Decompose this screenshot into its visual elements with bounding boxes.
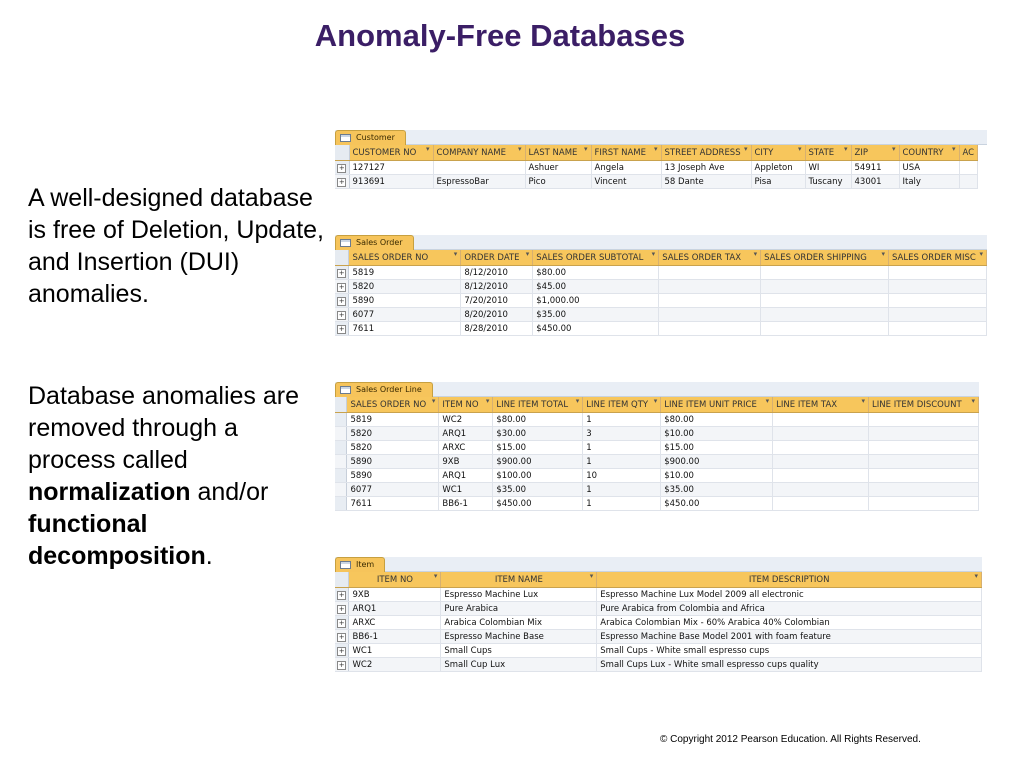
expand-plus-icon[interactable]: + xyxy=(338,310,345,319)
select-all-cell[interactable] xyxy=(335,397,347,413)
table-cell[interactable]: WI xyxy=(805,161,851,175)
table-cell[interactable] xyxy=(659,280,761,294)
column-header[interactable]: ITEM NO ▾ xyxy=(349,572,441,588)
table-cell[interactable]: 8/28/2010 xyxy=(461,322,533,336)
table-row[interactable] xyxy=(335,308,987,322)
table-cell[interactable]: 5819 xyxy=(347,413,439,427)
expand-row-cell[interactable] xyxy=(335,280,349,294)
row-selector[interactable] xyxy=(335,413,347,427)
table-cell[interactable]: 127127 xyxy=(349,161,433,175)
expand-plus-icon[interactable]: + xyxy=(338,632,345,641)
table-cell[interactable]: 43001 xyxy=(851,175,899,189)
customer-grid xyxy=(335,145,978,189)
table-cell[interactable] xyxy=(659,308,761,322)
column-header[interactable]: SALES ORDER SHIPPING ▾ xyxy=(761,250,889,266)
table-cell[interactable]: $35.00 xyxy=(661,483,773,497)
table-row[interactable] xyxy=(335,413,979,427)
column-header[interactable]: LINE ITEM TOTAL ▾ xyxy=(493,397,583,413)
table-cell[interactable]: 1 xyxy=(583,483,661,497)
table-row[interactable] xyxy=(335,497,979,511)
table-cell[interactable] xyxy=(869,497,979,511)
table-cell[interactable]: USA xyxy=(899,161,959,175)
expand-plus-icon[interactable]: + xyxy=(338,163,345,172)
table-cell[interactable] xyxy=(888,280,986,294)
table-cell[interactable]: Ashuer xyxy=(525,161,591,175)
table-cell[interactable] xyxy=(659,294,761,308)
dropdown-arrow-icon[interactable]: ▾ xyxy=(517,145,522,153)
table-cell[interactable]: ARQ1 xyxy=(349,602,441,616)
column-header[interactable]: SALES ORDER NO ▾ xyxy=(349,250,461,266)
table-cell[interactable] xyxy=(773,483,869,497)
row-selector[interactable] xyxy=(335,455,347,469)
column-header[interactable]: LINE ITEM TAX ▾ xyxy=(773,397,869,413)
item-table xyxy=(335,557,982,672)
sales-order-line-table xyxy=(335,382,979,511)
column-header[interactable]: SALES ORDER NO ▾ xyxy=(347,397,439,413)
column-header[interactable]: AC xyxy=(959,145,978,161)
table-cell[interactable] xyxy=(959,161,978,175)
expand-plus-icon[interactable]: + xyxy=(338,660,345,669)
table-cell[interactable] xyxy=(659,266,761,280)
column-header[interactable]: LINE ITEM QTY ▾ xyxy=(583,397,661,413)
sales-order-line-tab-bar xyxy=(335,382,979,397)
expand-plus-icon[interactable]: + xyxy=(338,177,345,186)
column-header[interactable]: COUNTRY ▾ xyxy=(899,145,959,161)
table-cell[interactable] xyxy=(761,322,889,336)
table-cell[interactable]: Espresso Machine Base Model 2001 with foam feature xyxy=(597,630,982,644)
table-cell[interactable]: ARXC xyxy=(439,441,493,455)
column-header[interactable]: ITEM NAME ▾ xyxy=(441,572,597,588)
copyright-footer: © Copyright 2012 Pearson Education. All Rights Reserved. xyxy=(660,734,921,745)
dropdown-arrow-icon[interactable]: ▾ xyxy=(583,145,588,153)
functional-decomposition-term: functional decomposition xyxy=(28,510,206,570)
table-cell[interactable]: Espresso Machine Lux xyxy=(441,588,597,602)
para2-text-mid: and/or xyxy=(190,478,269,506)
row-selector[interactable] xyxy=(335,441,347,455)
expand-plus-icon[interactable]: + xyxy=(338,268,345,277)
sales-order-table xyxy=(335,235,987,336)
column-header[interactable]: CUSTOMER NO ▾ xyxy=(349,145,433,161)
table-cell[interactable] xyxy=(773,497,869,511)
dropdown-arrow-icon[interactable]: ▾ xyxy=(453,250,458,258)
column-header[interactable]: FIRST NAME ▾ xyxy=(591,145,661,161)
expand-row-cell[interactable] xyxy=(335,161,349,175)
column-header[interactable]: ORDER DATE ▾ xyxy=(461,250,533,266)
column-header[interactable]: COMPANY NAME ▾ xyxy=(433,145,525,161)
table-row[interactable] xyxy=(335,588,982,602)
table-cell[interactable]: $80.00 xyxy=(493,413,583,427)
expand-plus-icon[interactable]: + xyxy=(338,618,345,627)
table-cell[interactable]: 6077 xyxy=(349,308,461,322)
table-cell[interactable]: Arabica Colombian Mix - 60% Arabica 40% Colombian xyxy=(597,616,982,630)
expand-row-cell[interactable] xyxy=(335,630,349,644)
dropdown-arrow-icon[interactable]: ▾ xyxy=(653,145,658,153)
table-icon xyxy=(340,134,351,142)
table-cell[interactable] xyxy=(888,322,986,336)
table-cell[interactable]: $15.00 xyxy=(493,441,583,455)
table-cell[interactable]: 5819 xyxy=(349,266,461,280)
table-cell[interactable] xyxy=(761,266,889,280)
table-cell[interactable]: Tuscany xyxy=(805,175,851,189)
table-row[interactable] xyxy=(335,630,982,644)
expand-row-cell[interactable] xyxy=(335,322,349,336)
column-header[interactable]: ZIP ▾ xyxy=(851,145,899,161)
table-cell[interactable]: 8/20/2010 xyxy=(461,308,533,322)
table-cell[interactable]: BB6-1 xyxy=(349,630,441,644)
expand-plus-icon[interactable]: + xyxy=(338,324,345,333)
column-header[interactable]: STREET ADDRESS ▾ xyxy=(661,145,751,161)
table-cell[interactable]: $45.00 xyxy=(533,280,659,294)
dropdown-arrow-icon[interactable]: ▾ xyxy=(843,145,848,153)
dropdown-arrow-icon[interactable]: ▾ xyxy=(589,572,594,580)
item-tab-bar xyxy=(335,557,982,572)
table-cell[interactable] xyxy=(773,427,869,441)
column-header[interactable]: SALES ORDER MISC ▾ xyxy=(888,250,986,266)
dropdown-arrow-icon[interactable]: ▾ xyxy=(891,145,896,153)
table-cell[interactable]: Arabica Colombian Mix xyxy=(441,616,597,630)
table-cell[interactable]: 913691 xyxy=(349,175,433,189)
expand-row-cell[interactable] xyxy=(335,602,349,616)
customer-tab-bar xyxy=(335,130,987,145)
column-header[interactable]: CITY ▾ xyxy=(751,145,805,161)
table-cell[interactable]: 13 Joseph Ave xyxy=(661,161,751,175)
table-row[interactable] xyxy=(335,602,982,616)
table-cell[interactable]: 1 xyxy=(583,497,661,511)
intro-paragraph: A well-designed database is free of Deletion, Update, and Insertion (DUI) anomalies. xyxy=(28,184,324,308)
expand-row-cell[interactable] xyxy=(335,616,349,630)
table-cell[interactable]: WC2 xyxy=(349,658,441,672)
table-cell[interactable]: WC1 xyxy=(349,644,441,658)
table-cell[interactable] xyxy=(869,441,979,455)
table-row[interactable] xyxy=(335,322,987,336)
row-selector[interactable] xyxy=(335,483,347,497)
table-cell[interactable]: Appleton xyxy=(751,161,805,175)
table-cell[interactable]: 5820 xyxy=(349,280,461,294)
table-cell[interactable] xyxy=(761,294,889,308)
table-cell[interactable]: $15.00 xyxy=(661,441,773,455)
table-cell[interactable] xyxy=(888,294,986,308)
table-cell[interactable]: 3 xyxy=(583,427,661,441)
para2-text-post: . xyxy=(205,542,213,570)
column-header[interactable]: SALES ORDER TAX ▾ xyxy=(659,250,761,266)
customer-table xyxy=(335,130,987,189)
table-cell[interactable]: $10.00 xyxy=(661,469,773,483)
dropdown-arrow-icon[interactable]: ▾ xyxy=(881,250,885,258)
table-cell[interactable] xyxy=(659,322,761,336)
table-cell[interactable]: $35.00 xyxy=(493,483,583,497)
table-cell[interactable]: 8/12/2010 xyxy=(461,280,533,294)
table-row[interactable] xyxy=(335,161,978,175)
table-cell[interactable]: 54911 xyxy=(851,161,899,175)
dropdown-arrow-icon[interactable]: ▾ xyxy=(971,397,975,405)
para2-text-pre: Database anomalies are removed through a process called xyxy=(28,382,299,474)
customer-header xyxy=(335,145,978,161)
dropdown-arrow-icon[interactable]: ▾ xyxy=(575,397,580,405)
table-cell[interactable]: WC2 xyxy=(439,413,493,427)
table-cell[interactable]: $80.00 xyxy=(533,266,659,280)
dropdown-arrow-icon[interactable]: ▾ xyxy=(485,397,490,405)
column-header[interactable]: LINE ITEM UNIT PRICE ▾ xyxy=(661,397,773,413)
table-icon xyxy=(340,561,351,569)
select-all-cell[interactable] xyxy=(335,250,349,266)
table-row[interactable] xyxy=(335,266,987,280)
table-cell[interactable]: Espresso Machine Lux Model 2009 all electronic xyxy=(597,588,982,602)
expand-row-cell[interactable] xyxy=(335,658,349,672)
dropdown-arrow-icon[interactable]: ▾ xyxy=(861,397,866,405)
expand-row-cell[interactable] xyxy=(335,588,349,602)
table-cell[interactable]: ARQ1 xyxy=(439,427,493,441)
sales-order-line-tab-label: Sales Order Line xyxy=(356,385,422,394)
table-cell[interactable]: EspressoBar xyxy=(433,175,525,189)
table-cell[interactable]: Pure Arabica xyxy=(441,602,597,616)
table-cell[interactable]: 7/20/2010 xyxy=(461,294,533,308)
table-row[interactable] xyxy=(335,280,987,294)
table-cell[interactable] xyxy=(959,175,978,189)
table-cell[interactable]: 1 xyxy=(583,441,661,455)
table-cell[interactable] xyxy=(773,469,869,483)
table-icon xyxy=(340,386,351,394)
table-cell[interactable]: Pure Arabica from Colombia and Africa xyxy=(597,602,982,616)
table-cell[interactable] xyxy=(761,280,889,294)
table-cell[interactable]: $450.00 xyxy=(661,497,773,511)
table-cell[interactable]: Espresso Machine Base xyxy=(441,630,597,644)
table-cell[interactable] xyxy=(888,266,986,280)
table-cell[interactable]: WC1 xyxy=(439,483,493,497)
dropdown-arrow-icon[interactable]: ▾ xyxy=(765,397,770,405)
table-cell[interactable] xyxy=(773,455,869,469)
expand-plus-icon[interactable]: + xyxy=(338,590,345,599)
table-cell[interactable]: 7611 xyxy=(347,497,439,511)
expand-row-cell[interactable] xyxy=(335,266,349,280)
customer-tab[interactable] xyxy=(335,130,406,145)
table-cell[interactable]: 58 Dante xyxy=(661,175,751,189)
table-cell[interactable]: Small Cup Lux xyxy=(441,658,597,672)
table-cell[interactable] xyxy=(869,469,979,483)
table-cell[interactable]: $900.00 xyxy=(661,455,773,469)
table-cell[interactable]: Italy xyxy=(899,175,959,189)
table-cell[interactable]: $450.00 xyxy=(493,497,583,511)
item-tab-label: Item xyxy=(356,560,375,569)
table-cell[interactable]: 1 xyxy=(583,413,661,427)
table-cell[interactable] xyxy=(773,441,869,455)
table-cell[interactable]: Small Cups - White small espresso cups xyxy=(597,644,982,658)
table-cell[interactable]: 5890 xyxy=(347,469,439,483)
table-cell[interactable] xyxy=(869,413,979,427)
expand-row-cell[interactable] xyxy=(335,294,349,308)
table-row[interactable] xyxy=(335,658,982,672)
table-cell[interactable]: ARQ1 xyxy=(439,469,493,483)
table-cell[interactable]: 9XB xyxy=(349,588,441,602)
dropdown-arrow-icon[interactable]: ▾ xyxy=(431,397,436,405)
sales-order-grid xyxy=(335,250,987,336)
expand-plus-icon[interactable]: + xyxy=(338,646,345,655)
table-cell[interactable]: Angela xyxy=(591,161,661,175)
table-cell[interactable]: 7611 xyxy=(349,322,461,336)
table-cell[interactable]: $450.00 xyxy=(533,322,659,336)
column-header[interactable]: LAST NAME ▾ xyxy=(525,145,591,161)
table-cell[interactable]: Pisa xyxy=(751,175,805,189)
dropdown-arrow-icon[interactable]: ▾ xyxy=(651,250,656,258)
table-cell[interactable]: $900.00 xyxy=(493,455,583,469)
expand-plus-icon[interactable]: + xyxy=(338,604,345,613)
table-cell[interactable]: 10 xyxy=(583,469,661,483)
dropdown-arrow-icon[interactable]: ▾ xyxy=(433,572,438,580)
expand-plus-icon[interactable]: + xyxy=(338,296,345,305)
table-cell[interactable] xyxy=(773,413,869,427)
table-row[interactable] xyxy=(335,483,979,497)
sales-order-tab[interactable] xyxy=(335,235,414,250)
table-cell[interactable]: 9XB xyxy=(439,455,493,469)
customer-tab-label: Customer xyxy=(356,133,395,142)
row-selector[interactable] xyxy=(335,427,347,441)
row-selector[interactable] xyxy=(335,497,347,511)
table-cell[interactable]: 6077 xyxy=(347,483,439,497)
dropdown-arrow-icon[interactable]: ▾ xyxy=(951,145,956,153)
column-header[interactable]: ITEM NO ▾ xyxy=(439,397,493,413)
table-row[interactable] xyxy=(335,616,982,630)
dropdown-arrow-icon[interactable]: ▾ xyxy=(753,250,758,258)
item-grid xyxy=(335,572,982,672)
expand-row-cell[interactable] xyxy=(335,175,349,189)
sales-order-tab-label: Sales Order xyxy=(356,238,403,247)
expand-row-cell[interactable] xyxy=(335,644,349,658)
table-row[interactable] xyxy=(335,469,979,483)
expand-row-cell[interactable] xyxy=(335,308,349,322)
column-header[interactable]: LINE ITEM DISCOUNT ▾ xyxy=(869,397,979,413)
table-cell[interactable]: $10.00 xyxy=(661,427,773,441)
table-cell[interactable] xyxy=(869,427,979,441)
table-cell[interactable] xyxy=(888,308,986,322)
select-all-cell[interactable] xyxy=(335,572,349,588)
table-cell[interactable]: BB6-1 xyxy=(439,497,493,511)
table-cell[interactable]: 8/12/2010 xyxy=(461,266,533,280)
table-row[interactable] xyxy=(335,175,978,189)
table-cell[interactable]: $35.00 xyxy=(533,308,659,322)
dropdown-arrow-icon[interactable]: ▾ xyxy=(797,145,802,153)
table-cell[interactable]: Small Cups xyxy=(441,644,597,658)
table-row[interactable] xyxy=(335,644,982,658)
table-cell[interactable]: Vincent xyxy=(591,175,661,189)
dropdown-arrow-icon[interactable]: ▾ xyxy=(525,250,530,258)
column-header[interactable]: SALES ORDER SUBTOTAL ▾ xyxy=(533,250,659,266)
table-cell[interactable]: 5890 xyxy=(349,294,461,308)
table-cell[interactable]: $80.00 xyxy=(661,413,773,427)
table-row[interactable] xyxy=(335,427,979,441)
dropdown-arrow-icon[interactable]: ▾ xyxy=(653,397,658,405)
table-cell[interactable]: $100.00 xyxy=(493,469,583,483)
table-row[interactable] xyxy=(335,441,979,455)
table-cell[interactable]: Small Cups Lux - White small espresso cups quality xyxy=(597,658,982,672)
table-cell[interactable]: $30.00 xyxy=(493,427,583,441)
table-cell[interactable]: ARXC xyxy=(349,616,441,630)
table-cell[interactable]: Pico xyxy=(525,175,591,189)
normalization-term: normalization xyxy=(28,478,191,506)
table-cell[interactable]: 5890 xyxy=(347,455,439,469)
table-cell[interactable] xyxy=(869,455,979,469)
table-icon xyxy=(340,239,351,247)
table-cell[interactable] xyxy=(433,161,525,175)
sales-order-tab-bar xyxy=(335,235,987,250)
sales-order-line-tab[interactable] xyxy=(335,382,433,397)
normalization-paragraph xyxy=(28,380,328,572)
select-all-cell[interactable] xyxy=(335,145,349,161)
column-header[interactable]: ITEM DESCRIPTION ▾ xyxy=(597,572,982,588)
dropdown-arrow-icon[interactable]: ▾ xyxy=(743,145,748,153)
dropdown-arrow-icon[interactable]: ▾ xyxy=(979,250,983,258)
sales-order-line-grid xyxy=(335,397,979,511)
table-cell[interactable]: 5820 xyxy=(347,427,439,441)
dropdown-arrow-icon[interactable]: ▾ xyxy=(425,145,430,153)
slide-title: Anomaly-Free Databases xyxy=(314,18,686,53)
table-row[interactable] xyxy=(335,455,979,469)
expand-plus-icon[interactable]: + xyxy=(338,282,345,291)
row-selector[interactable] xyxy=(335,469,347,483)
column-header[interactable]: STATE ▾ xyxy=(805,145,851,161)
table-cell[interactable]: 1 xyxy=(583,455,661,469)
table-cell[interactable] xyxy=(761,308,889,322)
table-cell[interactable] xyxy=(869,483,979,497)
dropdown-arrow-icon[interactable]: ▾ xyxy=(974,572,978,580)
item-tab[interactable] xyxy=(335,557,385,572)
table-row[interactable] xyxy=(335,294,987,308)
table-cell[interactable]: 5820 xyxy=(347,441,439,455)
table-cell[interactable]: $1,000.00 xyxy=(533,294,659,308)
